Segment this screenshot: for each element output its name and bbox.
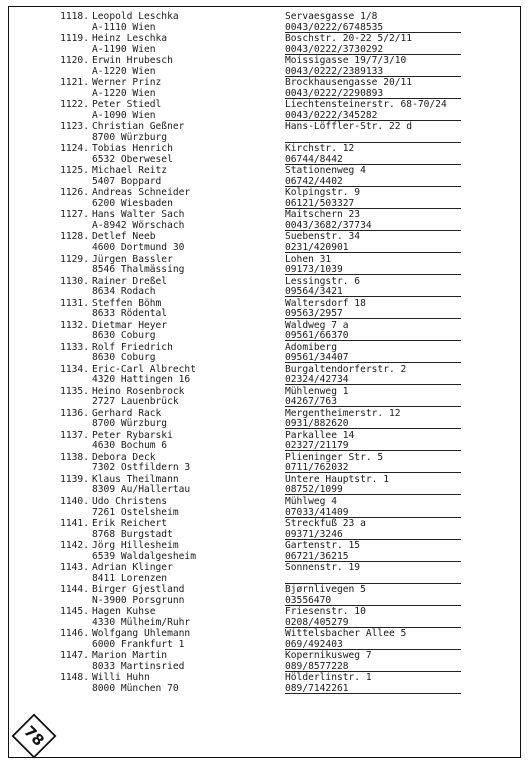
- entry-number: 1140.: [60, 496, 89, 508]
- entry-line-1: [0, 606, 531, 617]
- entry-name: Marion Martin: [92, 650, 168, 662]
- entry-phone: 06742/4402: [285, 176, 461, 187]
- entry-number: 1126.: [60, 187, 89, 199]
- entry-number: 1129.: [60, 253, 89, 265]
- entry-city: A-1090 Wien: [92, 109, 156, 121]
- entry-street: Boschstr. 20-22 5/2/11: [285, 33, 413, 45]
- entry-name: Eric-Carl Albrecht: [92, 363, 196, 375]
- entry-name: Steffen Böhm: [92, 297, 162, 309]
- entry-street: Hölderlinstr. 1: [285, 672, 372, 684]
- entry-phone: 0208/405279: [285, 617, 461, 628]
- list-item: [0, 452, 531, 474]
- entry-street: Kirchstr. 12: [285, 143, 355, 155]
- entry-street: Untere Hauptstr. 1: [285, 473, 389, 485]
- entry-line-2: [0, 595, 531, 606]
- entry-line-2: [0, 220, 531, 231]
- entry-street: Plieninger Str. 5: [285, 451, 384, 463]
- entry-line-2: [0, 440, 531, 451]
- entry-line-2: [0, 88, 531, 99]
- entry-line-1: [0, 99, 531, 110]
- entry-line-1: [0, 298, 531, 309]
- entry-street: Servaesgasse 1/8: [285, 11, 378, 22]
- page-number-badge: [11, 713, 57, 759]
- list-item: [0, 496, 531, 518]
- entry-number: 1120.: [60, 55, 89, 67]
- list-item: [0, 187, 531, 209]
- entry-phone: [285, 573, 461, 584]
- entry-line-1: [0, 143, 531, 154]
- entry-city: 8033 Martinsried: [92, 660, 185, 672]
- entry-number: 1119.: [60, 33, 89, 45]
- entry-name: Heinz Leschka: [92, 33, 168, 45]
- entry-street: Mühlenweg 1: [285, 385, 349, 397]
- entry-line-1: [0, 11, 531, 22]
- entry-phone: 06744/8442: [285, 154, 461, 165]
- entry-name: Erik Reichert: [92, 518, 168, 530]
- entry-number: 1128.: [60, 231, 89, 243]
- entry-street: Parkallee 14: [285, 429, 355, 441]
- entry-city: 5407 Boppard: [92, 175, 162, 187]
- entry-line-2: [0, 154, 531, 165]
- entry-number: 1148.: [60, 672, 89, 684]
- entry-line-1: [0, 276, 531, 287]
- list-item: [0, 628, 531, 650]
- entry-line-1: [0, 187, 531, 198]
- entry-line-1: [0, 540, 531, 551]
- entry-name: Christian Geßner: [92, 121, 185, 133]
- entry-phone: 09173/1039: [285, 264, 461, 275]
- entry-line-1: [0, 320, 531, 331]
- entry-city: A-1110 Wien: [92, 21, 156, 33]
- entry-line-1: [0, 408, 531, 419]
- entry-number: 1127.: [60, 209, 89, 221]
- entry-line-2: [0, 484, 531, 495]
- entry-line-2: [0, 286, 531, 297]
- list-item: [0, 562, 531, 584]
- entry-street: Streckfuß 23 a: [285, 518, 366, 530]
- entry-line-1: [0, 121, 531, 132]
- entry-line-2: [0, 242, 531, 253]
- entry-number: 1135.: [60, 385, 89, 397]
- list-item: [0, 55, 531, 77]
- entry-phone: 09371/3246: [285, 529, 461, 540]
- entry-line-1: [0, 474, 531, 485]
- entry-name: Detlef Neeb: [92, 231, 156, 243]
- entry-name: Udo Christens: [92, 496, 168, 508]
- entry-phone: 0043/0222/3730292: [285, 44, 461, 55]
- entry-phone: 08752/1099: [285, 484, 461, 495]
- entry-line-2: [0, 374, 531, 385]
- entry-line-2: [0, 44, 531, 55]
- list-item: [0, 430, 531, 452]
- entry-phone: 06721/36215: [285, 551, 461, 562]
- list-item: [0, 276, 531, 298]
- entry-city: 8000 München 70: [92, 682, 179, 694]
- entry-number: 1144.: [60, 584, 89, 596]
- entry-name: Heino Rosenbrock: [92, 385, 185, 397]
- entry-name: Klaus Theilmann: [92, 473, 179, 485]
- list-item: [0, 320, 531, 342]
- entry-number: 1121.: [60, 77, 89, 89]
- entry-street: Friesenstr. 10: [285, 606, 366, 618]
- entry-line-1: [0, 165, 531, 176]
- entry-line-2: [0, 551, 531, 562]
- entry-phone: 0043/0222/2389133: [285, 66, 461, 77]
- entry-line-2: [0, 132, 531, 143]
- entry-name: Rolf Friedrich: [92, 341, 173, 353]
- entry-phone: 069/492403: [285, 639, 461, 650]
- list-item: [0, 121, 531, 143]
- entry-name: Dietmar Heyer: [92, 319, 168, 331]
- entry-line-1: [0, 650, 531, 661]
- entry-phone: 0711/762032: [285, 462, 461, 473]
- entry-name: Gerhard Rack: [92, 407, 162, 419]
- list-item: [0, 298, 531, 320]
- entry-line-1: [0, 254, 531, 265]
- entry-street: Stationenweg 4: [285, 165, 366, 177]
- entry-city: 8411 Lorenzen: [92, 572, 168, 584]
- entry-line-2: [0, 330, 531, 341]
- entry-city: 8630 Coburg: [92, 330, 156, 342]
- list-item: [0, 143, 531, 165]
- entry-line-2: [0, 308, 531, 319]
- entry-name: Wolfgang Uhlemann: [92, 628, 191, 640]
- entry-line-2: [0, 507, 531, 518]
- entry-street: Moissigasse 19/7/3/10: [285, 55, 407, 67]
- entry-city: 8700 Würzburg: [92, 418, 168, 430]
- entry-line-2: [0, 176, 531, 187]
- entry-city: 4320 Hattingen 16: [92, 374, 191, 386]
- entry-line-1: [0, 209, 531, 220]
- list-item: [0, 386, 531, 408]
- entry-city: 8546 Thalmässing: [92, 264, 185, 276]
- entry-street: Mergentheimerstr. 12: [285, 407, 401, 419]
- address-list: [0, 11, 531, 694]
- list-item: [0, 672, 531, 694]
- entry-phone: 06121/503327: [285, 198, 461, 209]
- entry-city: 6532 Oberwesel: [92, 153, 173, 165]
- list-item: [0, 518, 531, 540]
- entry-phone: 09564/3421: [285, 286, 461, 297]
- entry-number: 1118.: [60, 11, 89, 22]
- entry-phone: 0043/3682/37734: [285, 220, 461, 231]
- entry-number: 1145.: [60, 606, 89, 618]
- entry-number: 1130.: [60, 275, 89, 287]
- entry-number: 1122.: [60, 99, 89, 111]
- entry-line-1: [0, 584, 531, 595]
- entry-number: 1142.: [60, 540, 89, 552]
- entry-line-1: [0, 496, 531, 507]
- entry-phone: 0043/0222/345282: [285, 110, 461, 121]
- entry-phone: 02324/42734: [285, 374, 461, 385]
- entry-number: 1137.: [60, 429, 89, 441]
- entry-street: Mühlweg 4: [285, 496, 337, 508]
- entry-line-1: [0, 77, 531, 88]
- entry-phone: 0931/882620: [285, 418, 461, 429]
- entry-name: Jürgen Bassler: [92, 253, 173, 265]
- entry-street: Lessingstr. 6: [285, 275, 361, 287]
- entry-city: A-1220 Wien: [92, 87, 156, 99]
- entry-phone: 089/7142261: [285, 683, 461, 694]
- list-item: [0, 11, 531, 33]
- entry-line-1: [0, 518, 531, 529]
- entry-line-2: [0, 683, 531, 694]
- entry-phone: 09561/66370: [285, 330, 461, 341]
- entry-name: Peter Rybarski: [92, 429, 173, 441]
- entry-city: 8700 Würzburg: [92, 131, 168, 143]
- entry-phone: 09563/2957: [285, 308, 461, 319]
- entry-city: 2727 Lauenbrück: [92, 396, 179, 408]
- entry-phone: 0043/0222/6748535: [285, 22, 461, 33]
- entry-city: 6000 Frankfurt 1: [92, 638, 185, 650]
- entry-street: Bjørnlivegen 5: [285, 584, 366, 596]
- entry-line-2: [0, 22, 531, 33]
- entry-line-2: [0, 198, 531, 209]
- entry-city: 8634 Rodach: [92, 286, 156, 298]
- list-item: [0, 584, 531, 606]
- entry-name: Werner Prinz: [92, 77, 162, 89]
- entry-street: Waltersdorf 18: [285, 297, 366, 309]
- list-item: [0, 77, 531, 99]
- entry-phone: 089/8577228: [285, 661, 461, 672]
- entry-name: Peter Stiedl: [92, 99, 162, 111]
- entry-city: 7302 Ostfildern 3: [92, 462, 191, 474]
- entry-city: 8633 Rödental: [92, 308, 168, 320]
- list-item: [0, 606, 531, 628]
- entry-street: Waldweg 7 a: [285, 319, 349, 331]
- entry-name: Leopold Leschka: [92, 11, 179, 22]
- entry-line-1: [0, 231, 531, 242]
- entry-street: Wittelsbacher Allee 5: [285, 628, 407, 640]
- entry-street: Liechtensteinerstr. 68-70/24: [285, 99, 447, 111]
- entry-line-2: [0, 110, 531, 121]
- page-number: 78: [20, 722, 48, 750]
- entry-number: 1143.: [60, 562, 89, 574]
- list-item: [0, 342, 531, 364]
- entry-phone: 02327/21179: [285, 440, 461, 451]
- entry-number: 1133.: [60, 341, 89, 353]
- entry-street: Lohen 31: [285, 253, 332, 265]
- entry-line-2: [0, 529, 531, 540]
- entry-line-1: [0, 430, 531, 441]
- entry-number: 1131.: [60, 297, 89, 309]
- entry-name: Adrian Klinger: [92, 562, 173, 574]
- entry-phone: 0043/0222/2290893: [285, 88, 461, 99]
- entry-line-2: [0, 617, 531, 628]
- list-item: [0, 254, 531, 276]
- entry-city: 4330 Mülheim/Ruhr: [92, 616, 191, 628]
- entry-name: Erwin Hrubesch: [92, 55, 173, 67]
- list-item: [0, 99, 531, 121]
- entry-line-2: [0, 66, 531, 77]
- entry-street: Burgaltendorferstr. 2: [285, 363, 407, 375]
- entry-street: Maitschern 23: [285, 209, 361, 221]
- entry-number: 1147.: [60, 650, 89, 662]
- list-item: [0, 540, 531, 562]
- entry-line-1: [0, 33, 531, 44]
- entry-street: Suebenstr. 34: [285, 231, 361, 243]
- entry-street: Adomiberg: [285, 341, 337, 353]
- list-item: [0, 408, 531, 430]
- entry-phone: 04267/763: [285, 396, 461, 407]
- entry-street: Sonnenstr. 19: [285, 562, 361, 574]
- entry-number: 1139.: [60, 473, 89, 485]
- entry-name: Hagen Kuhse: [92, 606, 156, 618]
- entry-name: Jörg Hillesheim: [92, 540, 179, 552]
- entry-street: Kolpingstr. 9: [285, 187, 361, 199]
- entry-phone: 03556470: [285, 595, 461, 606]
- entry-name: Rainer Dreßel: [92, 275, 168, 287]
- entry-city: 7261 Ostelsheim: [92, 506, 179, 518]
- entry-city: A-1190 Wien: [92, 43, 156, 55]
- list-item: [0, 209, 531, 231]
- entry-phone: 07033/41409: [285, 507, 461, 518]
- entry-line-2: [0, 661, 531, 672]
- entry-name: Willi Huhn: [92, 672, 150, 684]
- entry-number: 1138.: [60, 451, 89, 463]
- entry-number: 1134.: [60, 363, 89, 375]
- entry-name: Michael Reitz: [92, 165, 168, 177]
- entry-city: 8630 Coburg: [92, 352, 156, 364]
- entry-street: Kopernikusweg 7: [285, 650, 372, 662]
- entry-number: 1125.: [60, 165, 89, 177]
- entry-line-1: [0, 562, 531, 573]
- entry-number: 1123.: [60, 121, 89, 133]
- entry-phone: 0231/420901: [285, 242, 461, 253]
- entry-line-1: [0, 55, 531, 66]
- entry-city: 4630 Bochum 6: [92, 440, 168, 452]
- entry-city: 8768 Burgstadt: [92, 528, 173, 540]
- entry-line-1: [0, 628, 531, 639]
- entry-name: Tobias Henrich: [92, 143, 173, 155]
- entry-city: 4600 Dortmund 30: [92, 241, 185, 253]
- entry-line-1: [0, 452, 531, 463]
- entry-line-2: [0, 418, 531, 429]
- entry-number: 1124.: [60, 143, 89, 155]
- list-item: [0, 231, 531, 253]
- list-item: [0, 364, 531, 386]
- entry-line-2: [0, 462, 531, 473]
- entry-name: Birger Gjestland: [92, 584, 185, 596]
- list-item: [0, 474, 531, 496]
- entry-line-1: [0, 672, 531, 683]
- entry-city: 6539 Waldalgesheim: [92, 550, 196, 562]
- entry-line-1: [0, 364, 531, 375]
- list-item: [0, 33, 531, 55]
- list-item: [0, 165, 531, 187]
- entry-line-2: [0, 573, 531, 584]
- entry-street: Hans-Löffler-Str. 22 d: [285, 121, 413, 133]
- entry-city: N-3900 Porsgrunn: [92, 594, 185, 606]
- entry-line-2: [0, 264, 531, 275]
- entry-city: A-1220 Wien: [92, 65, 156, 77]
- entry-phone: 09561/34407: [285, 352, 461, 363]
- entry-line-2: [0, 396, 531, 407]
- entry-name: Hans Walter Sach: [92, 209, 185, 221]
- entry-line-1: [0, 386, 531, 397]
- entry-number: 1141.: [60, 518, 89, 530]
- entry-street: Gartenstr. 15: [285, 540, 361, 552]
- entry-name: Andreas Schneider: [92, 187, 191, 199]
- entry-line-2: [0, 352, 531, 363]
- entry-city: 8309 Au/Hallertau: [92, 484, 191, 496]
- entry-phone: [285, 132, 461, 143]
- entry-line-2: [0, 639, 531, 650]
- entry-number: 1146.: [60, 628, 89, 640]
- entry-street: Brockhausengasse 20/11: [285, 77, 413, 89]
- entry-number: 1136.: [60, 407, 89, 419]
- entry-line-1: [0, 342, 531, 353]
- entry-city: 6200 Wiesbaden: [92, 197, 173, 209]
- entry-number: 1132.: [60, 319, 89, 331]
- list-item: [0, 650, 531, 672]
- entry-city: A-8942 Wörschach: [92, 219, 185, 231]
- entry-name: Debora Deck: [92, 451, 156, 463]
